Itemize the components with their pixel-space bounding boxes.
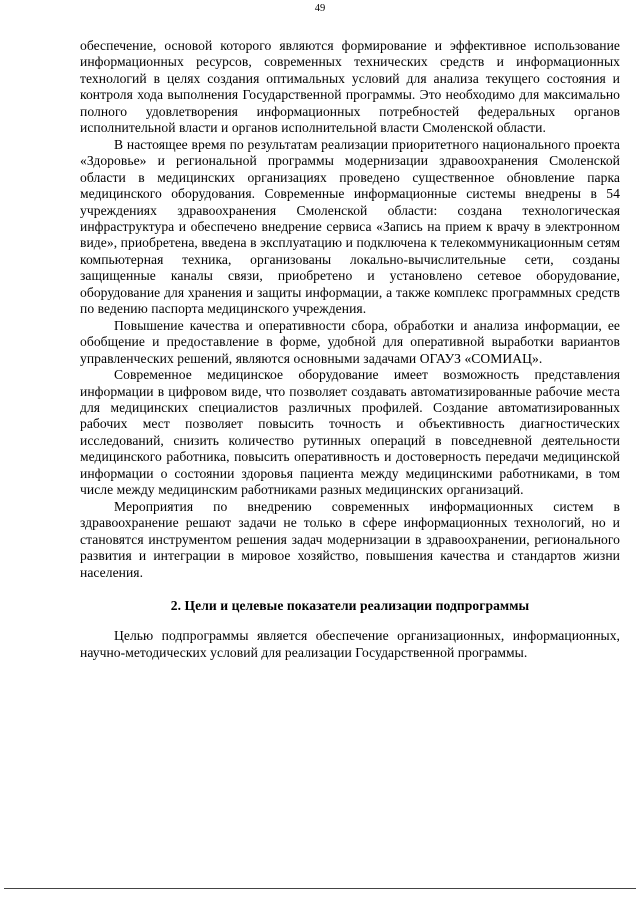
page-number: 49 <box>314 3 326 14</box>
bottom-scan-edge <box>4 888 636 889</box>
document-body <box>80 38 620 661</box>
paragraph-current-state: В настоящее время по результатам реализации приоритетного национального проекта «Здоровье» и региональной программы модернизации здравоохранения Смоленской области в медицинских организациях проведено существенное обновление парка медицинского оборудования. Современные информационные системы внедрены в 54 учреждениях здравоохранения Смоленской области: создана технологическая инфраструктура и обеспечено внедрение сервиса «Запись на прием к врачу в электронном виде», приобретена, введена в эксплуатацию и подключена к телекоммуникационным сетям компьютерная техника, организованы локально-вычислительные сети, созданы защищенные каналы связи, приобретено и установлено сетевое оборудование, оборудование для хранения и защиты информации, а также комплекс программных средств по ведению паспорта медицинского учреждения. <box>80 136 620 317</box>
paragraph-equipment: Современное медицинское оборудование имеет возможность представления информации в цифровом виде, что позволяет создавать автоматизированные рабочие места для медицинских специалистов различных профилей. Создание автоматизированных рабочих мест позволяет повысить точность и объективность диагностических исследований, снизить количество рутинных операций в повседневной деятельности медицинского работника, повысить оперативность и достоверность передачи медицинской информации о состоянии здоровья пациента между медицинскими работниками, в том числе между медицинским работниками разных медицинских организаций. <box>80 367 620 498</box>
paragraph-continuation: обеспечение, основой которого являются формирование и эффективное использование информационных ресурсов, современных технических средств и информационных технологий в целях создания оптимальных условий для анализа текущего состояния и контроля хода выполнения Государственной программы. Это необходимо для максимально полного удовлетворения информационных потребностей федеральных органов исполнительной власти и органов исполнительной власти Смоленской области. <box>80 38 620 136</box>
section-heading: 2. Цели и целевые показатели реализации подпрограммы <box>170 597 530 613</box>
paragraph-tasks: Повышение качества и оперативности сбора, обработки и анализа информации, ее обобщение и предоставление в форме, удобной для оперативной выработки вариантов управленческих решений, являются основными задачами ОГАУЗ «СОМИАЦ». <box>80 317 620 366</box>
paragraph-goal: Целью подпрограммы является обеспечение организационных, информационных, научно-методических условий для реализации Государственной программы. <box>80 628 620 660</box>
paragraph-measures: Мероприятия по внедрению современных информационных систем в здравоохранение решают задачи не только в сфере информационных технологий, но и становятся инструментом решения задач модернизации в здравоохранении, регионального развития и интеграции в мировое хозяйство, повышения качества и стандартов жизни населения. <box>80 498 620 580</box>
